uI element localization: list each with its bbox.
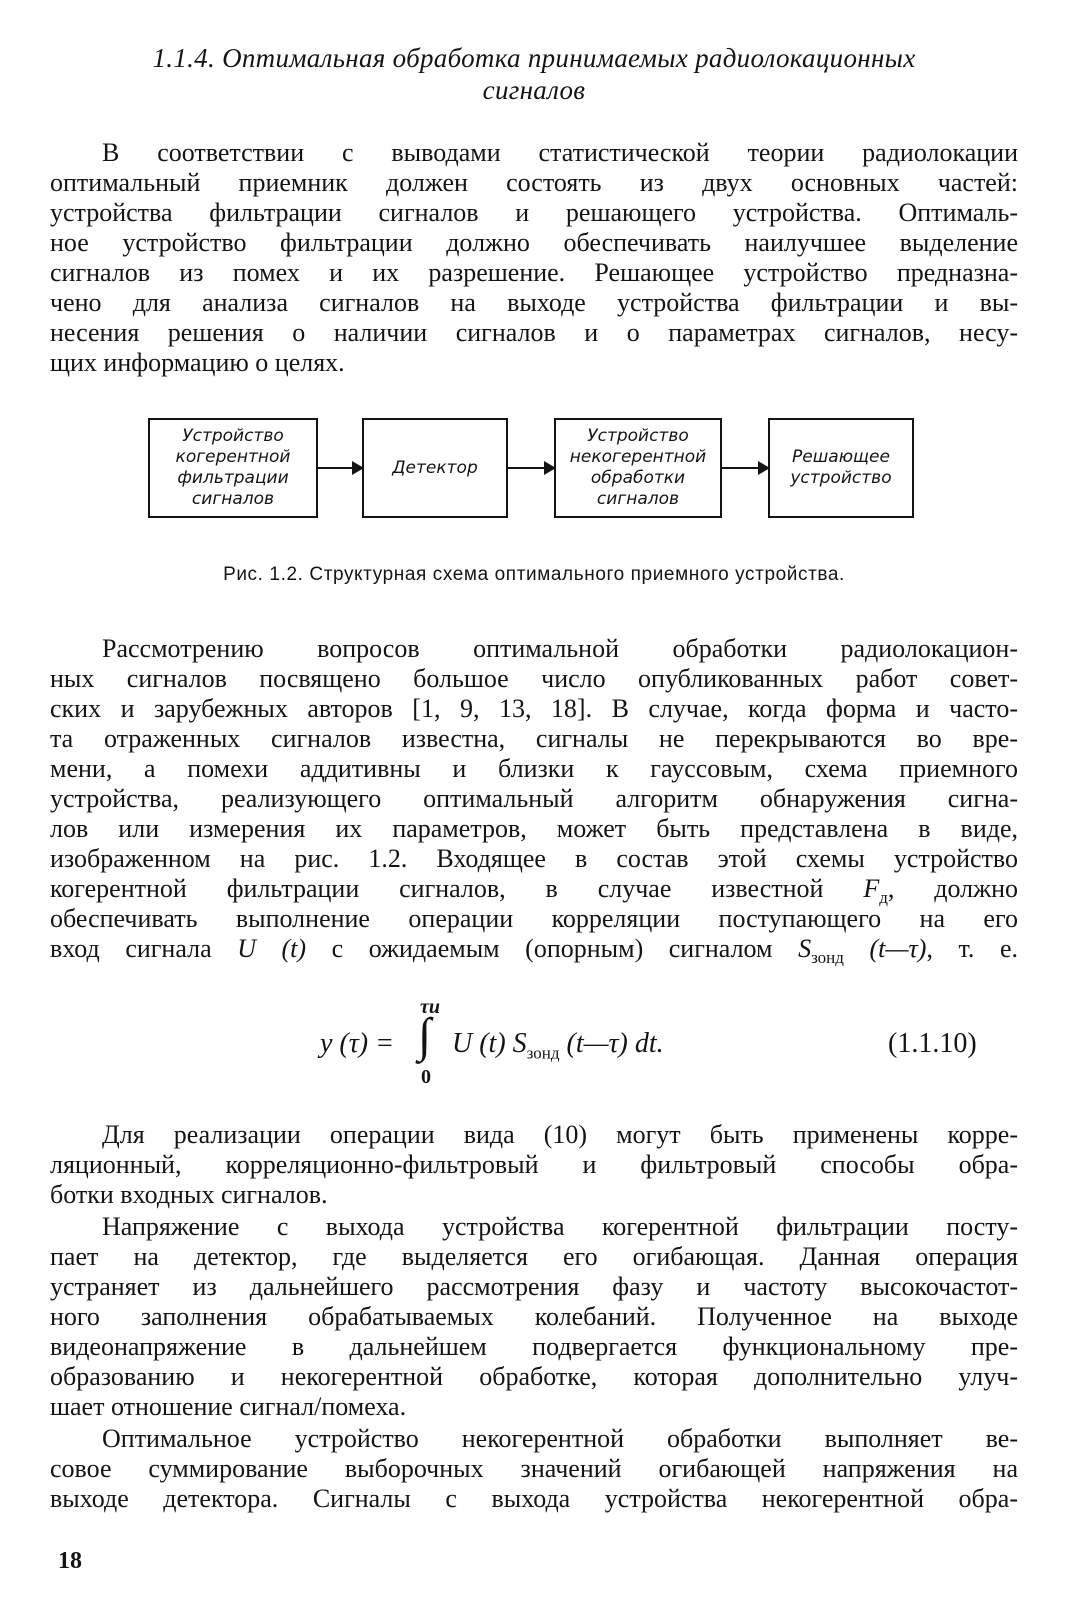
- para2-line: лов или измерения их параметров, может быть представлена в виде,: [50, 814, 1018, 843]
- equation-integrand: U (t) $S_{зонд}$ (t—τ) dt.: [452, 1028, 664, 1063]
- para5-line: Оптимальное устройство некогерентной обработки выполняет ве-: [102, 1424, 1018, 1453]
- equation-lhs: y (τ) =: [320, 1028, 394, 1059]
- para4-line: пает на детектор, где выделяется его огибающая. Данная операция: [50, 1242, 1018, 1271]
- equation: [0, 996, 1068, 1090]
- arrow: [318, 467, 362, 469]
- para4-line: видеонапряжение в дальнейшем подвергается функциональному пре-: [50, 1332, 1018, 1361]
- para1-line: ное устройство фильтрации должно обеспечивать наилучшее выделение: [50, 228, 1018, 257]
- para4-line: шает отношение сигнал/помеха.: [50, 1392, 407, 1421]
- para4-line: устраняет из дальнейшего рассмотрения фазу и частоту высокочастот-: [50, 1272, 1018, 1301]
- para1-line: устройства фильтрации сигналов и решающего устройства. Оптималь-: [50, 198, 1018, 227]
- para3-line: ботки входных сигналов.: [50, 1180, 328, 1209]
- para2-line: та отраженных сигналов известна, сигналы не перекрываются во вре-: [50, 724, 1018, 753]
- para1-line: щих информацию о целях.: [50, 348, 345, 377]
- detector-box: Детектор: [362, 418, 508, 518]
- para4-line: Напряжение с выхода устройства когерентной фильтрации посту-: [102, 1212, 1018, 1241]
- noncoherent-processing-box: Устройство некогерентной обработки сигналов: [554, 418, 722, 518]
- para2-line: ских и зарубежных авторов [1, 9, 13, 18]. В случае, когда форма и часто-: [50, 694, 1018, 723]
- para2-line: изображенном на рис. 1.2. Входящее в состав этой схемы устройство: [50, 844, 1018, 873]
- para3-line: ляционный, корреляционно-фильтровый и фильтровый способы обра-: [50, 1150, 1018, 1179]
- para2-line: устройства, реализующего оптимальный алгоритм обнаружения сигна-: [50, 784, 1018, 813]
- para1-line: В соответствии с выводами статистической теории радиолокации: [102, 138, 1018, 167]
- section-heading-cont: сигналов: [482, 75, 586, 105]
- figure-caption: Рис. 1.2. Структурная схема оптимального приемного устройства.: [223, 564, 845, 585]
- section-heading: 1.1.4. Оптимальная обработка принимаемых радиолокационных: [152, 43, 916, 73]
- para5-line: совое суммирование выборочных значений огибающей напряжения на: [50, 1454, 1018, 1483]
- para3-line: Для реализации операции вида (10) могут быть применены корре-: [102, 1120, 1018, 1149]
- para2-line: мени, а помехи аддитивны и близки к гауссовым, схема приемного: [50, 754, 1018, 783]
- para1-line: сигналов из помех и их разрешение. Решающее устройство предназна-: [50, 258, 1018, 287]
- para2-line: вход сигнала U (t) с ожидаемым (опорным) сигналом $S_{зонд}$ (t—τ), т. е.: [50, 934, 1018, 968]
- para4-line: образованию и некогерентной обработке, которая дополнительно улуч-: [50, 1362, 1018, 1391]
- integral-sign: ∫: [418, 1009, 432, 1062]
- block-diagram: [140, 410, 960, 530]
- equation-number: (1.1.10): [888, 1028, 977, 1059]
- para1-line: несения решения о наличии сигналов и о параметрах сигналов, несу-: [50, 318, 1018, 347]
- coherent-filter-box: Устройство когерентной фильтрации сигналов: [148, 418, 318, 518]
- para1-line: оптимальный приемник должен состоять из двух основных частей:: [50, 168, 1018, 197]
- para4-line: ного заполнения обрабатываемых колебаний. Полученное на выходе: [50, 1302, 1018, 1331]
- integral-upper-limit: τи: [420, 996, 440, 1018]
- para2-line: ных сигналов посвящено большое число опубликованных работ совет-: [50, 664, 1018, 693]
- para1-line: чено для анализа сигналов на выходе устройства фильтрации и вы-: [50, 288, 1018, 317]
- decision-device-box: Решающее устройство: [768, 418, 914, 518]
- arrow: [722, 467, 768, 469]
- integral-lower-limit: 0: [421, 1066, 431, 1088]
- para2-line: когерентной фильтрации сигналов, в случае известной $F_д$, должно: [50, 874, 1018, 908]
- para2-line: обеспечивать выполнение операции корреляции поступающего на его: [50, 904, 1018, 933]
- page-number: 18: [58, 1548, 82, 1574]
- para2-line: Рассмотрению вопросов оптимальной обработки радиолокацион-: [102, 634, 1018, 663]
- para5-line: выходе детектора. Сигналы с выхода устройства некогерентной обра-: [50, 1484, 1018, 1513]
- arrow: [508, 467, 554, 469]
